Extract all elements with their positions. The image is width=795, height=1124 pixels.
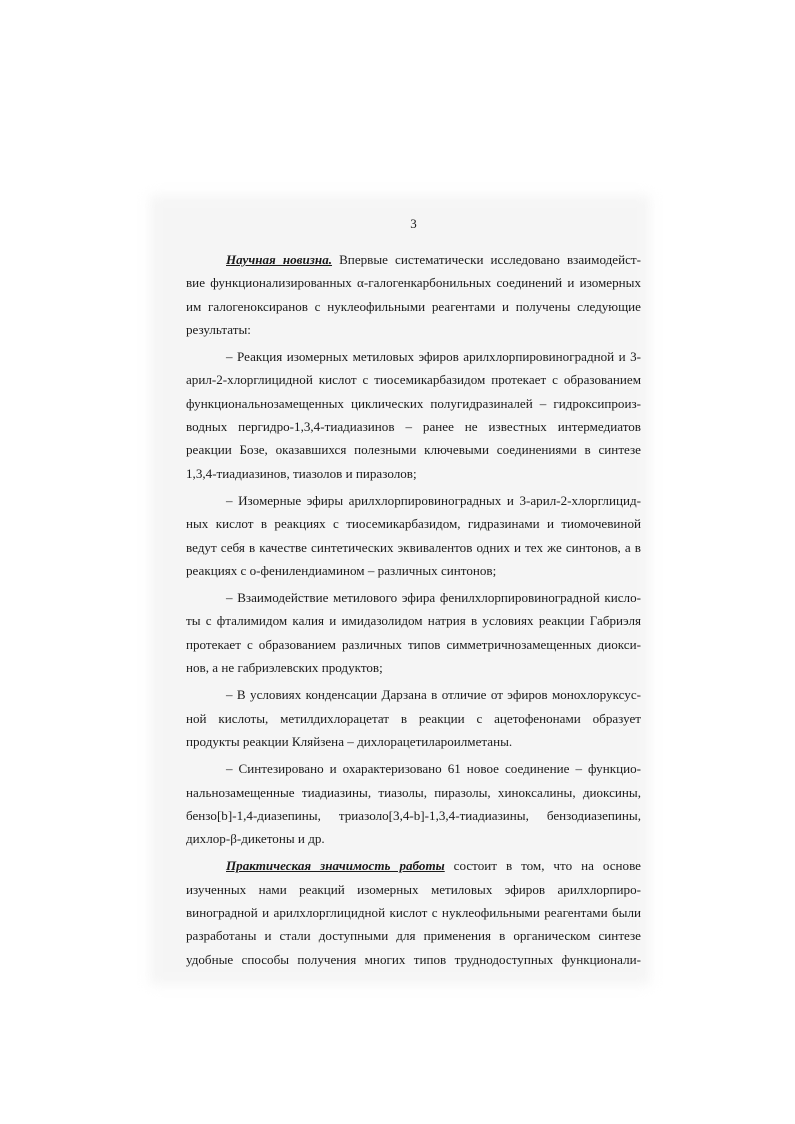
text-line: нальнозамещенные тиадиазины, тиазолы, пиразолы, хиноксалины, диоксины, <box>186 784 641 800</box>
text-line: реакциях с о-фенилендиамином – различных синтонов; <box>186 562 497 578</box>
text-line: ты с фталимидом калия и имидазолидом натрия в условиях реакции Габриэля <box>186 613 641 629</box>
result-item <box>186 345 641 485</box>
practical-paragraph <box>186 854 641 970</box>
text-line: им галогеноксиранов с нуклеофильными реагентами и получены следующие <box>186 298 641 314</box>
text-line: результаты: <box>186 321 251 337</box>
text-fragment: Впервые систематически исследовано взаимодейст- <box>332 252 641 267</box>
novelty-heading: Научная новизна. <box>226 252 333 267</box>
text-line: ведут себя в качестве синтетических эквивалентов одних и тех же синтонов, а в <box>186 539 641 555</box>
text-line: дихлор-β-дикетоны и др. <box>186 831 325 847</box>
text-line: – В условиях конденсации Дарзана в отличие от эфиров монохлоруксус- <box>226 687 641 703</box>
text-line: виноградной и арилхлорглицидной кислот с нуклеофильными реагентами были <box>186 905 641 921</box>
text-line: протекает с образованием различных типов симметричнозамещенных диокси- <box>186 636 641 652</box>
result-item <box>186 489 641 582</box>
page-number: 3 <box>410 216 417 231</box>
text-line <box>186 248 641 271</box>
text-line: ной кислоты, метилдихлорацетат в реакции с ацетофенонами образует <box>186 710 641 726</box>
text-line: разработаны и стали доступными для применения в органическом синтезе <box>186 928 641 944</box>
text-line: нов, а не габриэлевских продуктов; <box>186 660 383 676</box>
text-line: арил-2-хлорглицидной кислот с тиосемикарбазидом протекает с образованием <box>186 372 641 388</box>
text-fragment: состоит в том, что на основе <box>444 858 641 874</box>
result-item <box>186 586 641 679</box>
text-line: изученных нами реакций изомерных метиловых эфиров арилхлорпиро- <box>186 881 641 897</box>
text-line: ных кислот в реакциях с тиосемикарбазидом, гидразинами и тиомочевиной <box>186 516 641 532</box>
text-line: функциональнозамещенных циклических полугидразиналей – гидроксипроиз- <box>186 395 641 411</box>
text-line: – Синтезировано и охарактеризовано 61 новое соединение – функцио- <box>226 761 641 777</box>
text-line: удобные способы получения многих типов труднодоступных функционали- <box>186 951 641 967</box>
text-line: продукты реакции Кляйзена – дихлорацетилароилметаны. <box>186 733 513 749</box>
text-line: вие функционализированных α-галогенкарбонильных соединений и изомерных <box>186 275 641 291</box>
text-line: – Изомерные эфиры арилхлорпировиноградных и 3-арил-2-хлорглицид- <box>226 492 641 508</box>
text-line: реакции Бозе, оказавшихся полезными ключевыми соединениями в синтезе <box>186 442 641 458</box>
document-body <box>186 248 641 971</box>
text-line: водных пергидро-1,3,4-тиадиазинов – ранее не известных интермедиатов <box>186 419 641 435</box>
text-line <box>186 854 641 877</box>
text-line: бензо[b]-1,4-диазепины, триазоло[3,4-b]-1,3,4-тиадиазины, бензодиазепины, <box>186 807 641 823</box>
result-item <box>186 757 641 850</box>
novelty-paragraph <box>186 248 641 341</box>
result-item <box>186 683 641 753</box>
text-line: – Взаимодействие метилового эфира фенилхлорпировиноградной кисло- <box>226 590 641 606</box>
practical-heading: Практическая значимость работы <box>226 858 445 874</box>
text-line: 1,3,4-тиадиазинов, тиазолов и пиразолов; <box>186 465 417 481</box>
text-line: – Реакция изомерных метиловых эфиров арилхлорпировиноградной и 3- <box>226 349 641 365</box>
